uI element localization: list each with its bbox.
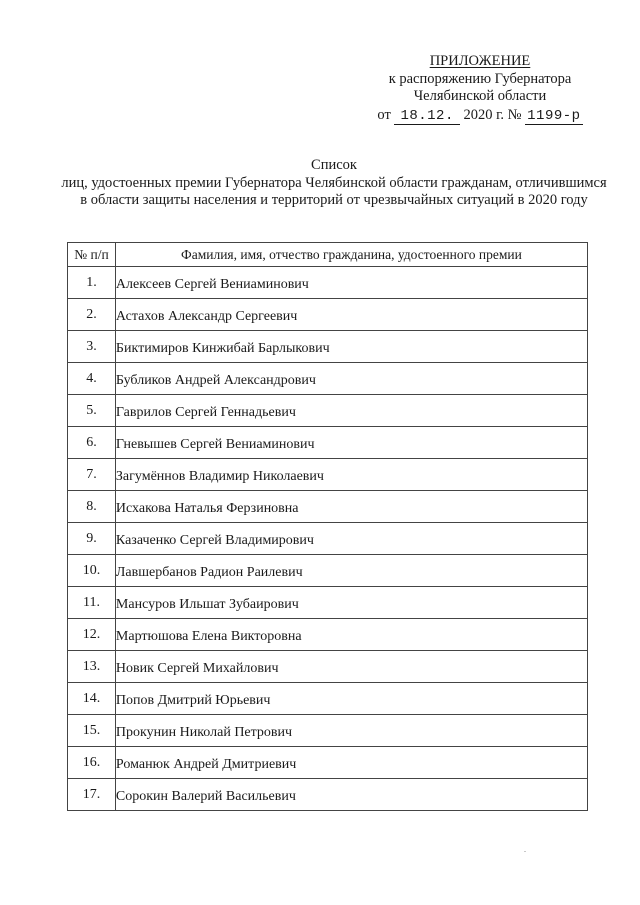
table-row (68, 427, 588, 459)
order-line (360, 107, 600, 125)
table-header-row (68, 243, 588, 267)
row-full-name: Гневышев Сергей Вениаминович (115, 436, 315, 452)
row-number: 4. (68, 363, 116, 395)
table-row (68, 715, 588, 747)
appendix-line-2: Челябинской области (413, 88, 547, 104)
row-number: 12. (68, 619, 116, 651)
row-full-name: Лавшербанов Радион Раилевич (115, 564, 303, 580)
row-full-name-cell (115, 747, 587, 779)
row-full-name-cell (115, 299, 587, 331)
list-heading (60, 157, 608, 210)
row-number: 2. (68, 299, 116, 331)
row-full-name-cell (115, 459, 587, 491)
row-full-name: Бубликов Андрей Александрович (115, 372, 316, 388)
row-full-name: Сорокин Валерий Васильевич (115, 788, 296, 804)
order-year: 2020 г. № (463, 106, 522, 123)
row-full-name-cell (115, 651, 587, 683)
row-full-name-cell (115, 587, 587, 619)
row-number: 10. (68, 555, 116, 587)
row-full-name-cell (115, 331, 587, 363)
table-row (68, 395, 588, 427)
row-full-name: Загумённов Владимир Николаевич (115, 468, 324, 484)
list-title: Список (311, 157, 357, 173)
row-full-name: Биктимиров Кинжибай Барлыкович (115, 340, 330, 356)
table-row (68, 619, 588, 651)
row-number: 7. (68, 459, 116, 491)
row-full-name: Прокунин Николай Петрович (115, 724, 293, 740)
appendix-block (360, 53, 600, 125)
table-row (68, 651, 588, 683)
table-row (68, 299, 588, 331)
table-row (68, 523, 588, 555)
table-row (68, 747, 588, 779)
row-full-name: Астахов Александр Сергеевич (115, 308, 298, 324)
table-row (68, 267, 588, 299)
row-full-name: Романюк Андрей Дмитриевич (115, 756, 297, 772)
row-full-name: Мансуров Ильшат Зубаирович (115, 596, 299, 612)
row-number: 5. (68, 395, 116, 427)
row-full-name: Исхакова Наталья Ферзиновна (115, 500, 299, 516)
row-full-name-cell (115, 523, 587, 555)
row-number: 13. (68, 651, 116, 683)
row-full-name: Казаченко Сергей Владимирович (115, 532, 314, 548)
row-full-name-cell (115, 491, 587, 523)
list-description: лиц, удостоенных премии Губернатора Челябинской области гражданам, отличившимся в области защиты населения и территорий от чрезвычайных ситуаций в 2020 году (61, 174, 607, 208)
row-full-name-cell (115, 267, 587, 299)
table-row (68, 779, 588, 811)
table-row (68, 555, 588, 587)
row-number: 3. (68, 331, 116, 363)
row-number: 17. (68, 779, 116, 811)
header-full-name: Фамилия, имя, отчество гражданина, удостоенного премии (115, 243, 587, 267)
row-full-name-cell (115, 363, 587, 395)
table-row (68, 459, 588, 491)
row-number: 8. (68, 491, 116, 523)
awardees-table (67, 242, 588, 811)
row-full-name-cell (115, 555, 587, 587)
row-number: 6. (68, 427, 116, 459)
header-number: № п/п (68, 243, 116, 267)
row-number: 9. (68, 523, 116, 555)
row-full-name: Алексеев Сергей Вениаминович (115, 276, 309, 292)
table-row (68, 683, 588, 715)
row-number: 11. (68, 587, 116, 619)
appendix-line-1: к распоряжению Губернатора (388, 70, 572, 87)
row-number: 1. (68, 267, 116, 299)
order-number: 1199-р (527, 107, 581, 124)
order-date: 18.12. (394, 108, 459, 125)
row-number: 14. (68, 683, 116, 715)
appendix-title: ПРИЛОЖЕНИЕ (429, 53, 531, 69)
table-row (68, 331, 588, 363)
row-full-name-cell (115, 683, 587, 715)
row-full-name-cell (115, 715, 587, 747)
table-body (68, 267, 588, 811)
row-full-name: Гаврилов Сергей Геннадьевич (115, 404, 296, 420)
row-full-name-cell (115, 395, 587, 427)
table-row (68, 587, 588, 619)
row-full-name: Новик Сергей Михайлович (115, 660, 279, 676)
row-full-name-cell (115, 779, 587, 811)
scan-speck (524, 851, 526, 852)
row-full-name-cell (115, 619, 587, 651)
row-number: 16. (68, 747, 116, 779)
table-row (68, 491, 588, 523)
row-full-name: Мартюшова Елена Викторовна (115, 628, 302, 644)
table-row (68, 363, 588, 395)
row-full-name: Попов Дмитрий Юрьевич (115, 692, 271, 708)
row-full-name-cell (115, 427, 587, 459)
row-number: 15. (68, 715, 116, 747)
order-prefix: от (377, 106, 391, 123)
